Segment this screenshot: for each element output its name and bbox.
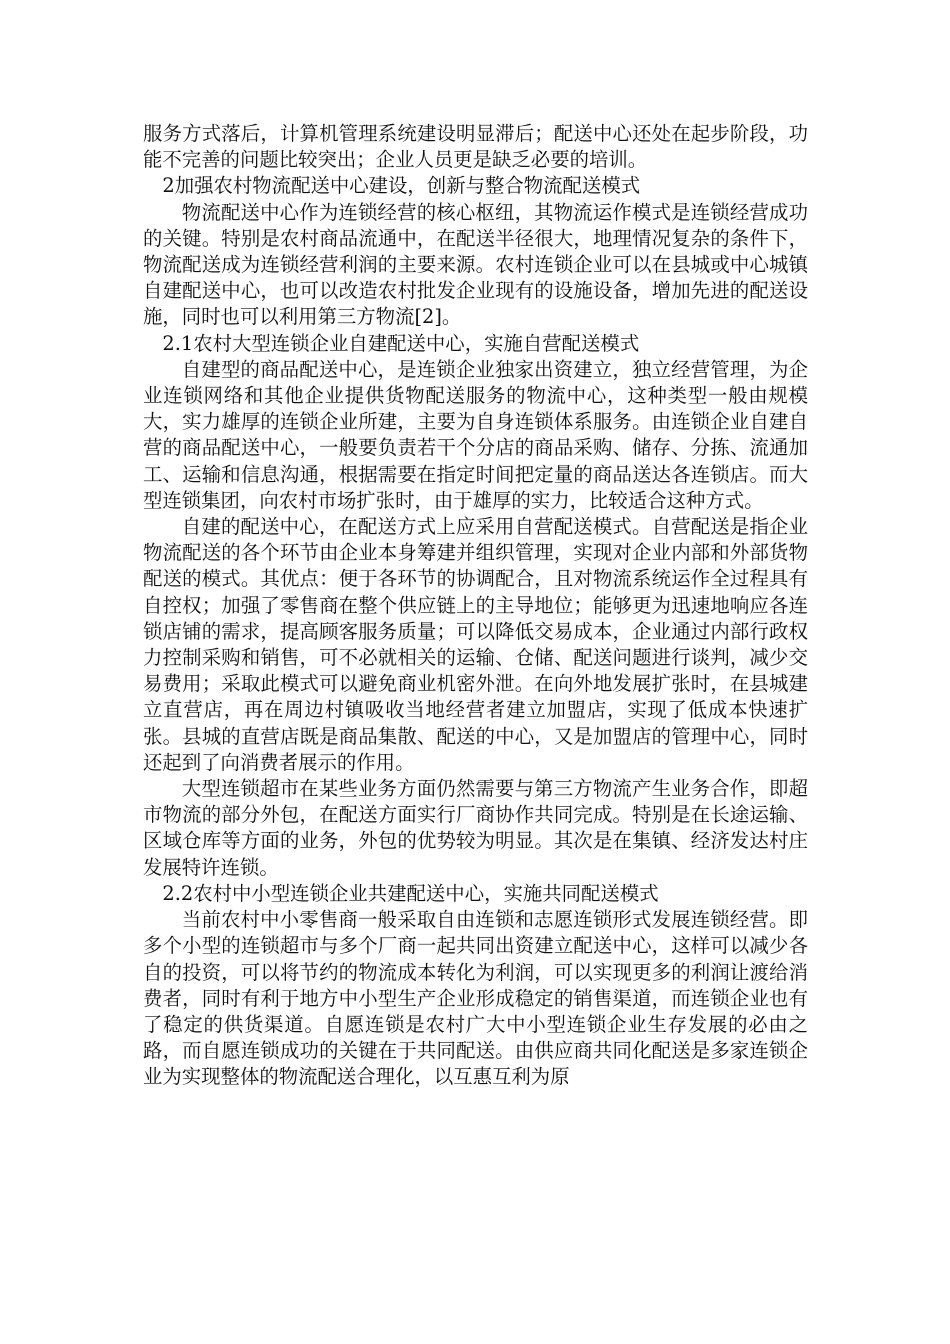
paragraph-body: 当前农村中小零售商一般采取自由连锁和志愿连锁形式发展连锁经营。即多个小型的连锁超市与多个厂商一起共同出资建立配送中心，这样可以减少各自的投资，可以将节约的物流成本转化为利润，可以实现更多的利润让渡给消费者，同时有利于地方中小型生产企业形成稳定的销售渠道，而连锁企业也有了稳定的供货渠道。自愿连锁是农村广大中小型连锁企业生存发展的必由之路，而自愿连锁成功的关键在于共同配送。由供应商共同化配送是多家连锁企业为实现整体的物流配送合理化，以互惠互利为原 [143,908,808,1089]
paragraph-body: 物流配送中心作为连锁经营的核心枢纽，其物流运作模式是连锁经营成功的关键。特别是农村商品流通中，在配送半径很大，地理情况复杂的条件下，物流配送成为连锁经营利润的主要来源。农村连锁企业可以在县城或中心城镇自建配送中心，也可以改造农村批发企业现有的设施设备，增加先进的配送设施，同时也可以利用第三方物流[2]。 [143,200,808,329]
paragraph-body: 自建型的商品配送中心，是连锁企业独家出资建立，独立经营管理，为企业连锁网络和其他企业提供货物配送服务的物流中心，这种类型一般由规模大，实力雄厚的连锁企业所建，主要为自身连锁体系服务。由连锁企业自建自营的商品配送中心，一般要负责若干个分店的商品采购、储存、分拣、流通加工、运输和信息沟通，根据需要在指定时间把定量的商品送达各连锁店。而大型连锁集团，向农村市场扩张时，由于雄厚的实力，比较适合这种方式。 [143,357,808,512]
section-heading-2-1: 2.1农村大型连锁企业自建配送中心，实施自营配送模式 [162,331,640,355]
document-page [143,121,808,1091]
paragraph-body: 大型连锁超市在某些业务方面仍然需要与第三方物流产生业务合作，即超市物流的部分外包，在配送方面实行厂商协作共同完成。特别是在长途运输、区域仓库等方面的业务，外包的优势较为明显。其次是在集镇、经济发达村庄发展特许连锁。 [143,777,808,879]
section-heading-2: 2加强农村物流配送中心建设，创新与整合物流配送模式 [162,174,641,198]
section-heading-2-2: 2.2农村中小型连锁企业共建配送中心，实施共同配送模式 [162,881,659,905]
paragraph-continuation: 服务方式落后，计算机管理系统建设明显滞后；配送中心还处在起步阶段，功能不完善的问题比较突出；企业人员更是缺乏必要的培训。 [143,122,808,172]
paragraph-body: 自建的配送中心，在配送方式上应采用自营配送模式。自营配送是指企业物流配送的各个环节由企业本身筹建并组织管理，实现对企业内部和外部货物配送的模式。其优点：便于各环节的协调配合，且对物流系统运作全过程具有自控权；加强了零售商在整个供应链上的主导地位；能够更为迅速地响应各连锁店铺的需求，提高顾客服务质量；可以降低交易成本，企业通过内部行政权力控制采购和销售，可不必就相关的运输、仓储、配送问题进行谈判，减少交易费用；采取此模式可以避免商业机密外泄。在向外地发展扩张时，在县城建立直营店，再在周边村镇吸收当地经营者建立加盟店，实现了低成本快速扩张。县城的直营店既是商品集散、配送的中心，又是加盟店的管理中心，同时还起到了向消费者展示的作用。 [143,515,808,774]
